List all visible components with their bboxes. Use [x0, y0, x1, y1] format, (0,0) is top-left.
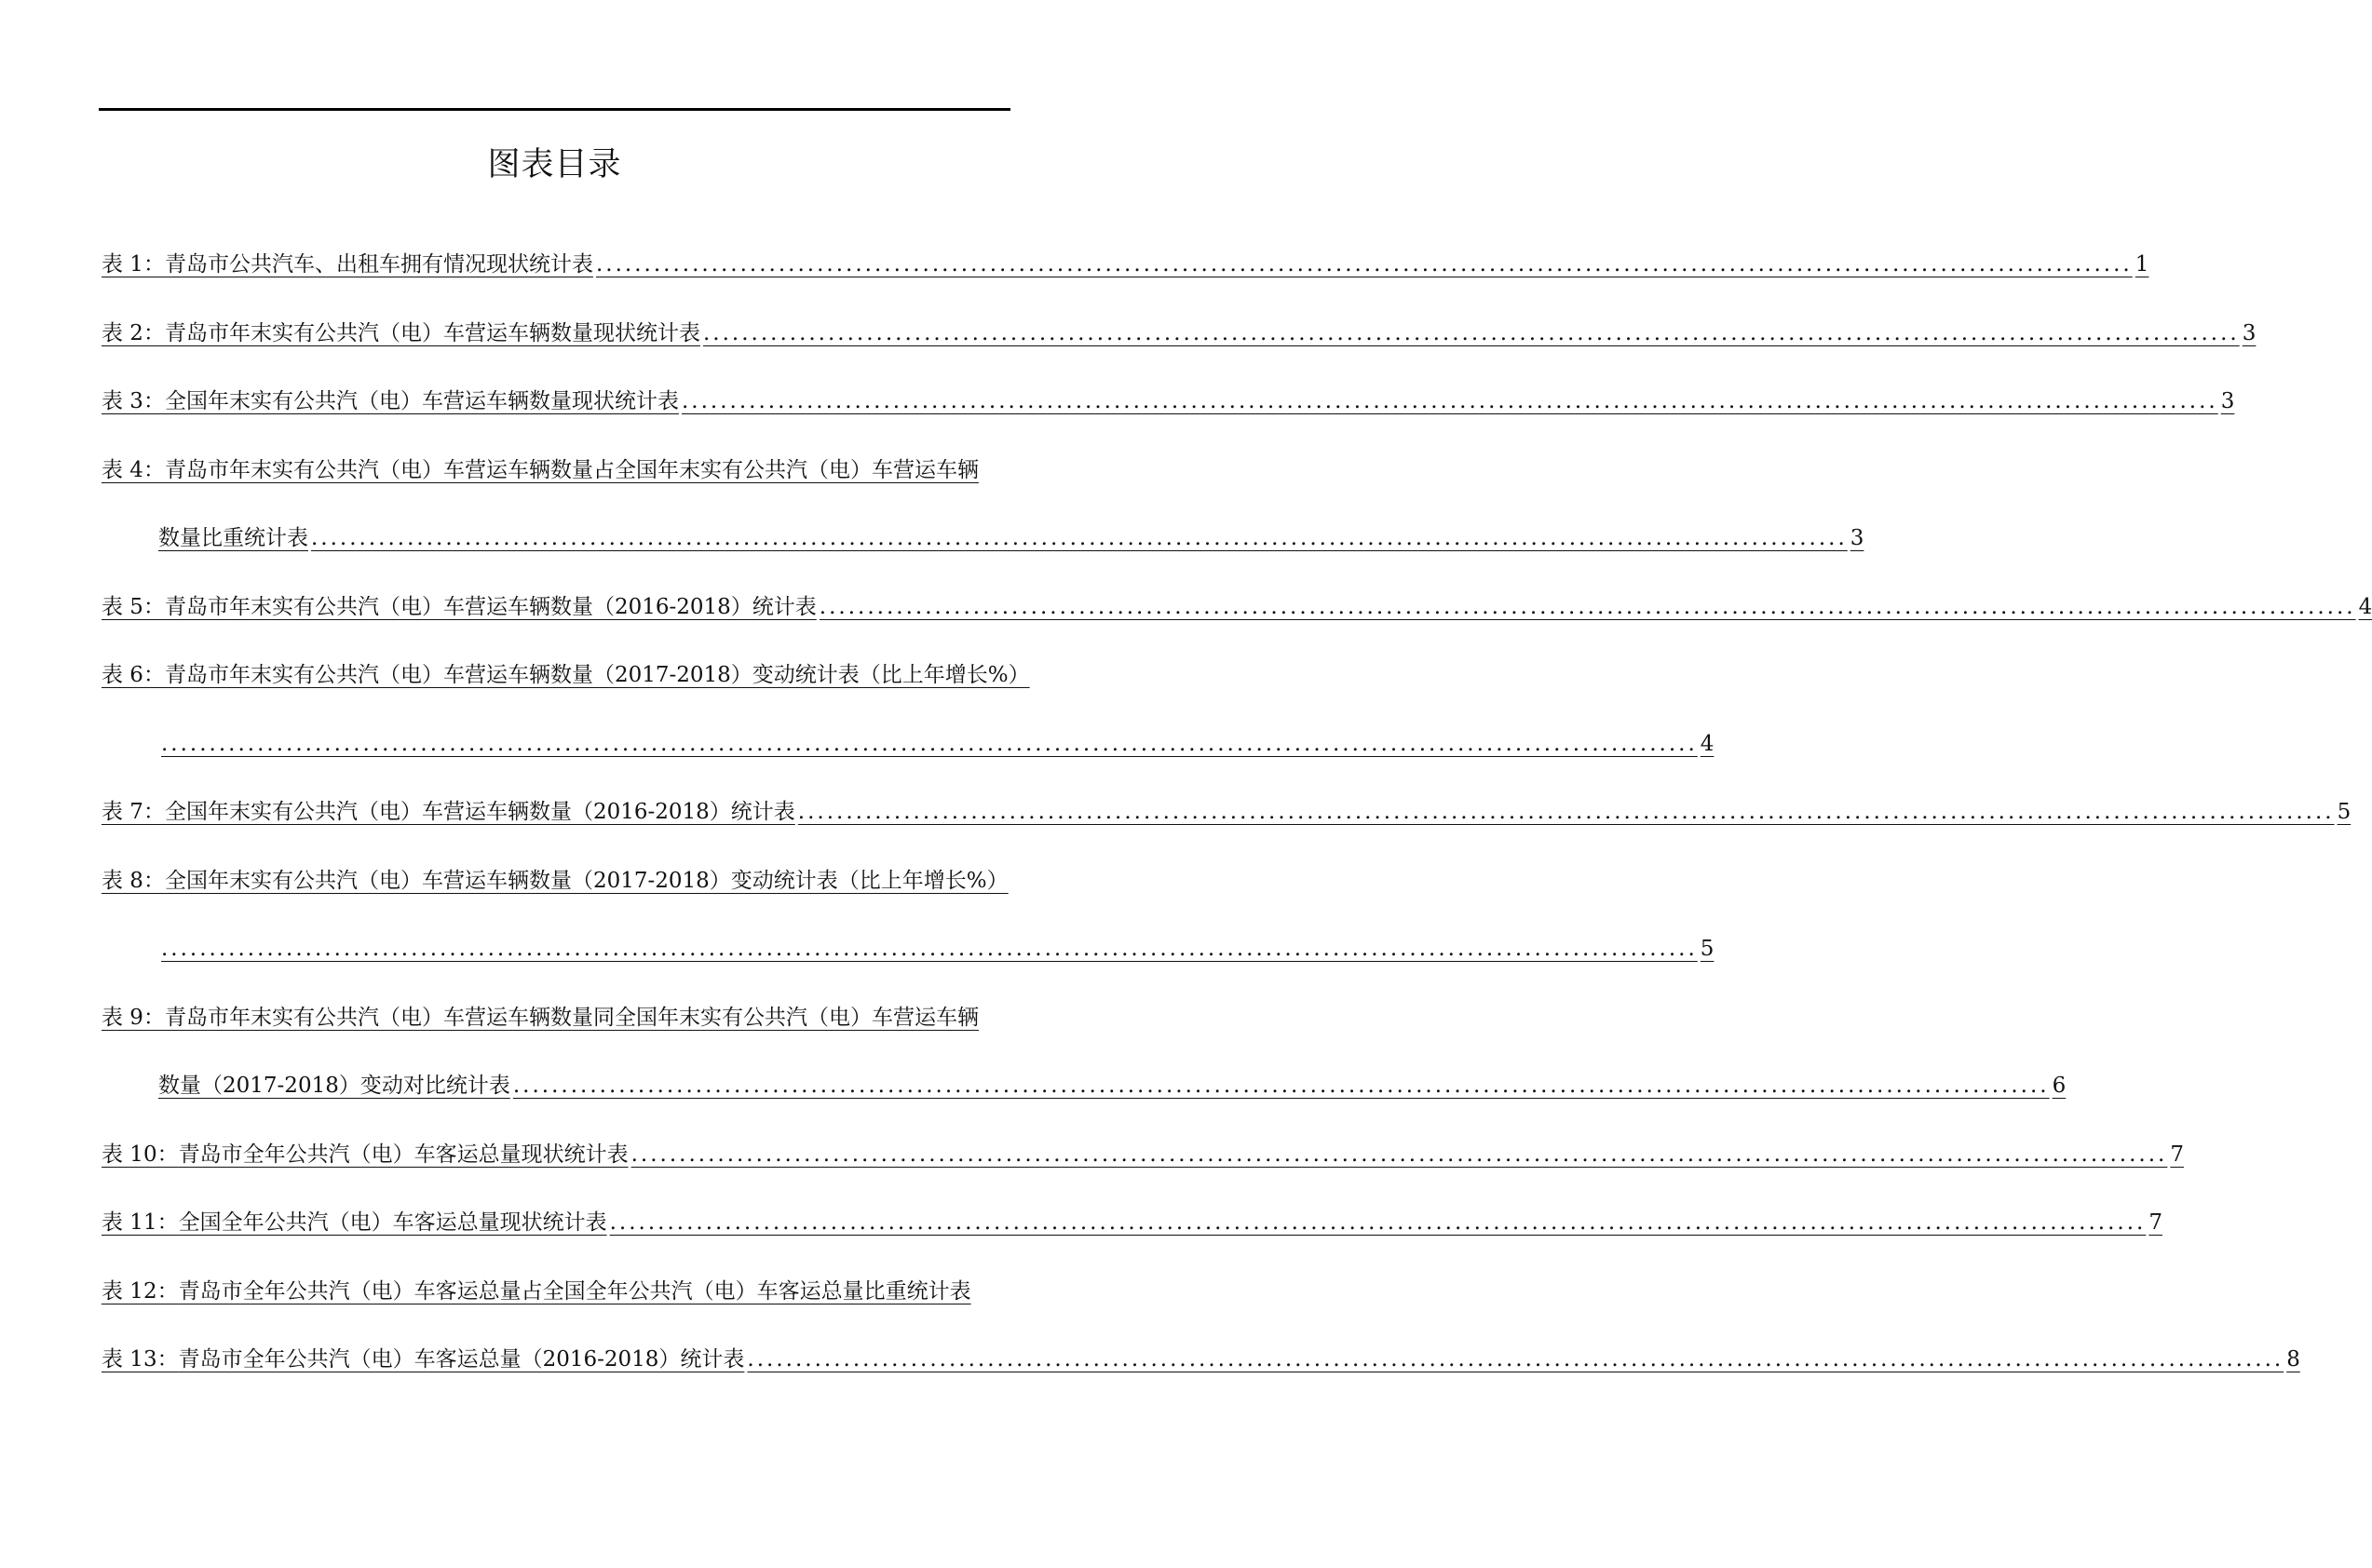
toc-entry-continuation[interactable] [158, 725, 1715, 757]
toc-entry-title: 全国年末实有公共汽（电）车营运车辆数量（2016-2018）统计表 [164, 800, 795, 824]
toc-entry-page-number: 1 [2135, 252, 2149, 277]
toc-entry-title: 青岛市年末实有公共汽（电）车营运车辆数量现状统计表 [164, 320, 700, 345]
toc-entry[interactable] [102, 999, 1051, 1031]
toc-entry-label: 表 11： [102, 1210, 179, 1235]
toc-entry-page-number: 5 [2337, 800, 2352, 824]
toc-entry[interactable] [102, 1136, 2184, 1168]
toc-entry-page-number: 4 [2358, 594, 2372, 619]
toc-leader-dots: ................................................................................................................................................................ [595, 252, 2133, 277]
toc-entry-label: 表 8： [102, 868, 165, 893]
toc-leader-dots: ................................................................................................................................................................ [702, 320, 2240, 345]
toc-entry-title: 青岛市全年公共汽（电）车客运总量占全国全年公共汽（电）车客运总量比重统计表 [178, 1278, 971, 1304]
toc-entry-title: 青岛市全年公共汽（电）车客运总量现状统计表 [178, 1142, 629, 1167]
toc-leader-dots: ................................................................................................................................................................ [797, 800, 2335, 824]
toc-entry-label: 表 6： [102, 663, 165, 687]
toc-entry-title: 青岛市年末实有公共汽（电）车营运车辆数量（2016-2018）统计表 [164, 594, 817, 619]
toc-entry-continuation[interactable] [158, 930, 1715, 962]
toc-entry-title: 青岛市全年公共汽（电）车客运总量（2016-2018）统计表 [178, 1347, 745, 1372]
toc-entry-title: 全国年末实有公共汽（电）车营运车辆数量现状统计表 [164, 389, 679, 413]
toc-entry[interactable] [102, 1273, 1014, 1304]
toc-leader-dots: ................................................................................................................................................................ [819, 594, 2356, 619]
toc-entry[interactable] [102, 383, 2235, 414]
page-title: 图表目录 [487, 146, 622, 183]
toc-entry-label: 表 2： [102, 320, 165, 345]
toc-entry-label: 表 12： [102, 1278, 179, 1304]
toc-entry[interactable] [102, 1204, 2162, 1236]
toc-entry-label: 表 10： [102, 1142, 179, 1167]
toc-entry-page-number: 3 [2220, 389, 2235, 413]
toc-entry-page-number: 4 [1700, 731, 1715, 756]
toc-entry-title-continuation: 数量（2017-2018）变动对比统计表 [158, 1074, 510, 1098]
toc-entry-title-continuation: 数量比重统计表 [158, 526, 308, 550]
toc-entry-page-number: 7 [2148, 1210, 2162, 1235]
toc-entry-continuation[interactable] [158, 520, 1864, 551]
toc-entry-label: 表 7： [102, 800, 165, 824]
toc-leader-dots: ................................................................................................................................................................ [311, 526, 1848, 550]
toc-entry-label: 表 9： [102, 1005, 165, 1030]
toc-leader-dots: ................................................................................................................................................................ [681, 389, 2218, 413]
toc-entry[interactable] [102, 588, 2372, 620]
toc-entry[interactable] [102, 656, 1051, 688]
toc-entry-title: 青岛市年末实有公共汽（电）车营运车辆数量占全国年末实有公共汽（电）车营运车辆 [164, 457, 979, 482]
toc-entry-page-number: 3 [2242, 320, 2257, 345]
toc-entry-page-number: 3 [1850, 526, 1864, 550]
toc-entry[interactable] [102, 862, 1051, 894]
toc-entry-label: 表 13： [102, 1347, 179, 1372]
toc-entry-page-number: 6 [2052, 1074, 2067, 1098]
toc-entry-title: 青岛市年末实有公共汽（电）车营运车辆数量（2017-2018）变动统计表（比上年增长%） [164, 663, 1030, 687]
toc-entry[interactable] [102, 452, 1051, 483]
header-rule [99, 108, 1010, 111]
toc-entry[interactable] [102, 315, 2257, 346]
toc-entry[interactable] [102, 1341, 2300, 1372]
toc-leader-dots: ................................................................................................................................................................ [747, 1347, 2284, 1372]
toc-entry-title: 全国全年公共汽（电）车客运总量现状统计表 [178, 1210, 607, 1235]
toc-entry-title: 青岛市公共汽车、出租车拥有情况现状统计表 [164, 252, 593, 277]
toc-leader-dots: ................................................................................................................................................................ [609, 1210, 2147, 1235]
toc-leader-dots: ................................................................................................................................................................ [161, 937, 1698, 961]
toc-entry-page-number: 7 [2170, 1142, 2184, 1167]
toc-leader-dots: ................................................................................................................................................................ [161, 731, 1698, 756]
toc-entry-continuation[interactable] [158, 1067, 2067, 1099]
toc-entry-label: 表 1： [102, 252, 165, 277]
toc-entry[interactable] [102, 246, 2149, 277]
toc-entry-label: 表 5： [102, 594, 165, 619]
toc-leader-dots: ................................................................................................................................................................ [630, 1142, 2168, 1167]
toc-entry-page-number: 5 [1700, 937, 1715, 961]
toc-entry[interactable] [102, 793, 2352, 825]
toc-entry-label: 表 3： [102, 389, 165, 413]
toc-entry-title: 全国年末实有公共汽（电）车营运车辆数量（2017-2018）变动统计表（比上年增长%） [164, 868, 1009, 893]
toc-entry-page-number: 8 [2286, 1347, 2300, 1372]
toc-entry-label: 表 4： [102, 457, 165, 482]
toc-entry-title: 青岛市年末实有公共汽（电）车营运车辆数量同全国年末实有公共汽（电）车营运车辆 [164, 1005, 979, 1030]
toc-leader-dots: ................................................................................................................................................................ [512, 1074, 2050, 1098]
